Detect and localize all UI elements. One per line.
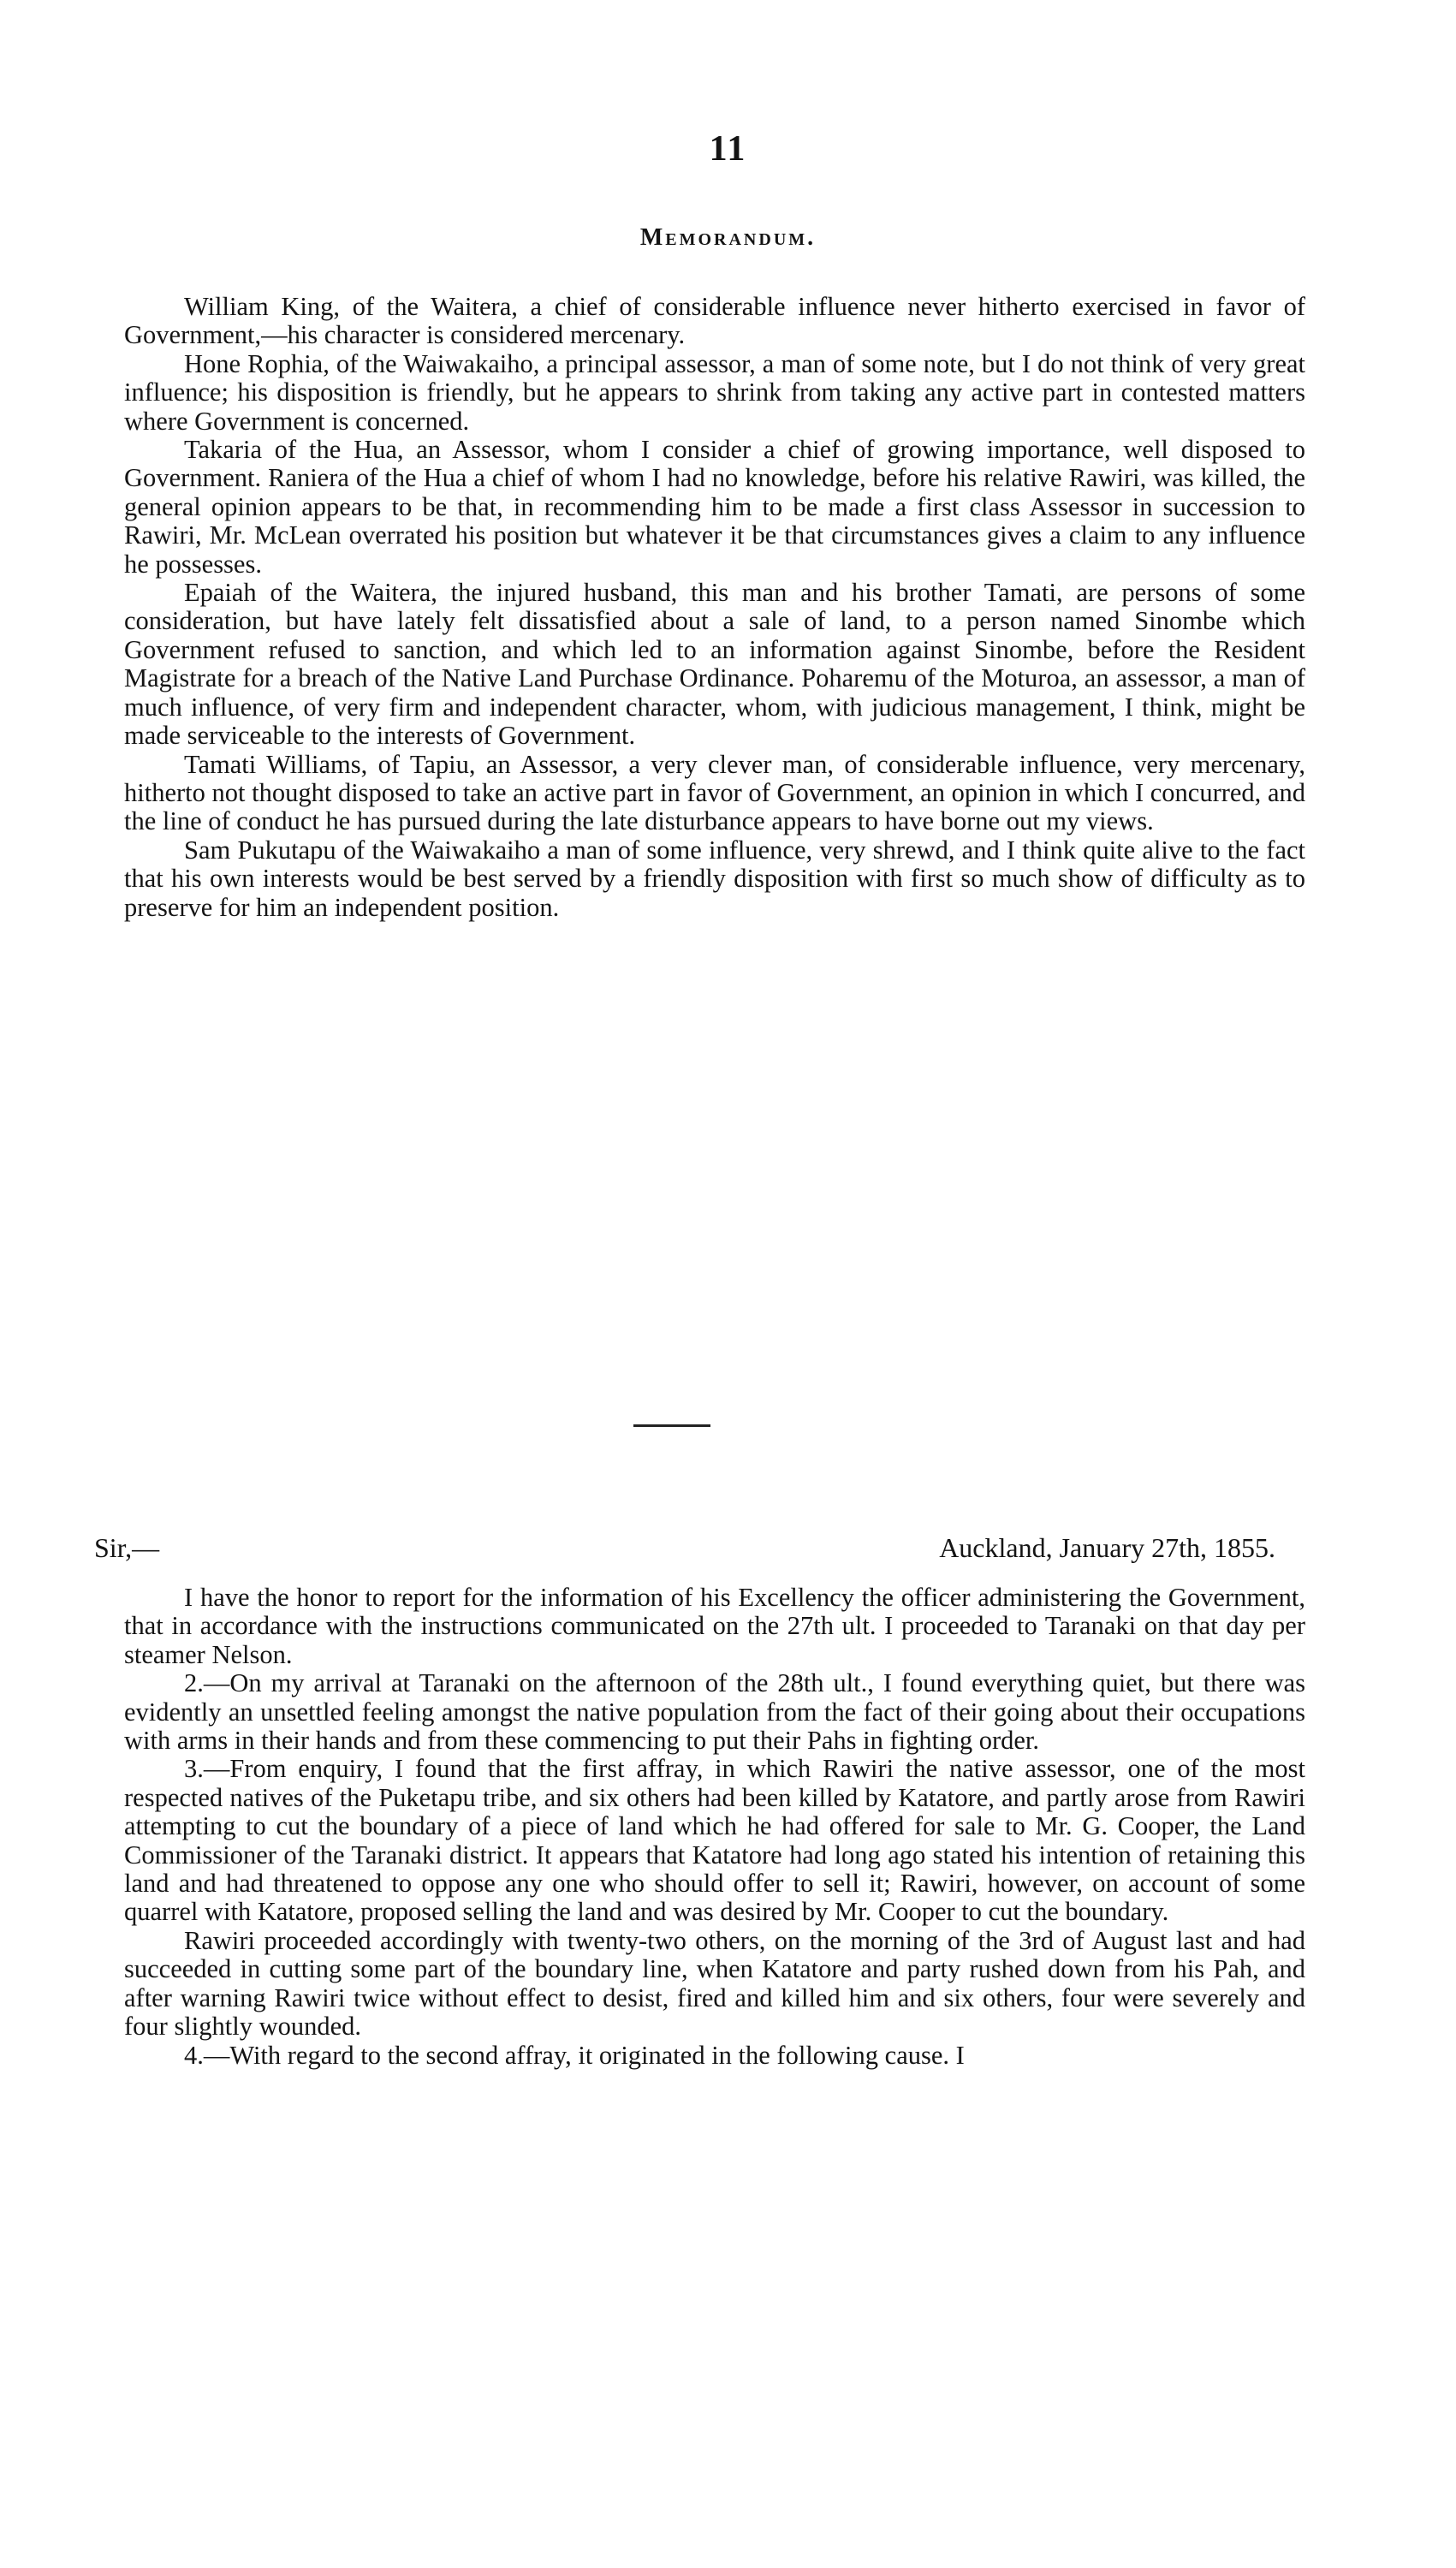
letter-paragraph-4: 4.—With regard to the second affray, it originated in the following cause. I: [184, 2040, 965, 2070]
memo-paragraph-sam-pukutapu: Sam Pukutapu of the Waiwakaiho a man of some influence, very shrewd, and I think quite alive to the fact that his own interests would be best served by a friendly disposition with first so much show of difficulty as to preserve for him an independent position.: [124, 835, 1305, 922]
letter-paragraph-3: 3.—From enquiry, I found that the first affray, in which Rawiri the native assessor, one of the most respected natives of the Puketapu tribe, and six others had been killed by Katatore, and partly arose from Rawiri attempting to cut the boundary of a piece of land which he had offered for sale to Mr. G. Cooper, the Land Commissioner of the Taranaki district. It appears that Katatore had long ago stated his intention of retaining this land and had threatened to oppose any one who should offer to sell it; Rawiri, however, on account of some quarrel with Katatore, proposed selling the land and was desired by Mr. Cooper to cut the boundary.: [124, 1754, 1305, 1927]
memo-paragraph-william-king: William King, of the Waitera, a chief of considerable influence never hitherto exercised in favor of Government,—his character is considered mercenary.: [124, 292, 1305, 350]
memorandum-body: [124, 293, 1305, 922]
letter-dateline: Auckland, January 27th, 1855.: [939, 1532, 1275, 1563]
memo-paragraph-hone-rophia: Hone Rophia, of the Waiwakaiho, a principal assessor, a man of some note, but I do not think of very great influence; his disposition is friendly, but he appears to shrink from taking any active part in contested matters where Government is concerned.: [124, 348, 1305, 436]
memorandum-heading: Memorandum.: [639, 224, 817, 251]
memo-paragraph-tamati-williams: Tamati Williams, of Tapiu, an Assessor, a very clever man, of considerable influence, very mercenary, hitherto not thought disposed to take an active part in favor of Government, an opinion in which I concurred, and the line of conduct he has pursued during the late disturbance appears to have borne out my views.: [124, 749, 1305, 836]
section-divider: [633, 1424, 710, 1427]
letter-paragraph-rawiri: Rawiri proceeded accordingly with twenty-two others, on the morning of the 3rd of August last and had succeeded in cutting some part of the boundary line, when Katatore and party rushed down from his Pah, and after warning Rawiri twice without effect to desist, fired and killed him and six others, four were severely and four slightly wounded.: [124, 1925, 1305, 2042]
letter-salutation: Sir,—: [94, 1532, 160, 1563]
memo-paragraph-epaiah: Epaiah of the Waitera, the injured husband, this man and his brother Tamati, are persons of some consideration, but have lately felt dissatisfied about a sale of land, to a person named Sinombe which Government refused to sanction, and which led to an information against Sinombe, before the Resident Magistrate for a breach of the Native Land Purchase Ordinance. Poharemu of the Moturoa, an assessor, a man of much influence, of very firm and independent character, whom, with judicious management, I think, might be made serviceable to the interests of Government.: [124, 578, 1305, 751]
memo-paragraph-takaria: Takaria of the Hua, an Assessor, whom I consider a chief of growing importance, well disposed to Government. Raniera of the Hua a chief of whom I had no knowledge, before his relative Rawiri, was killed, the general opinion appears to be that, in recommending him to be made a first class Assessor in succession to Rawiri, Mr. McLean overrated his position but whatever it be that circumstances gives a claim to any influence he possesses.: [124, 435, 1305, 579]
letter-body: [124, 1584, 1305, 2070]
page-number: 11: [709, 129, 747, 169]
letter-paragraph-2: 2.—On my arrival at Taranaki on the afternoon of the 28th ult., I found everything quiet, but there was evidently an unsettled feeling amongst the native population from the fact of their going about their occupations with arms in their hands and from these commencing to put their Pahs in fighting order.: [124, 1668, 1305, 1756]
letter-paragraph-intro: I have the honor to report for the information of his Excellency the officer administering the Government, that in accordance with the instructions communicated on the 27th ult. I proceeded to Taranaki on that day per steamer Nelson.: [124, 1583, 1305, 1669]
